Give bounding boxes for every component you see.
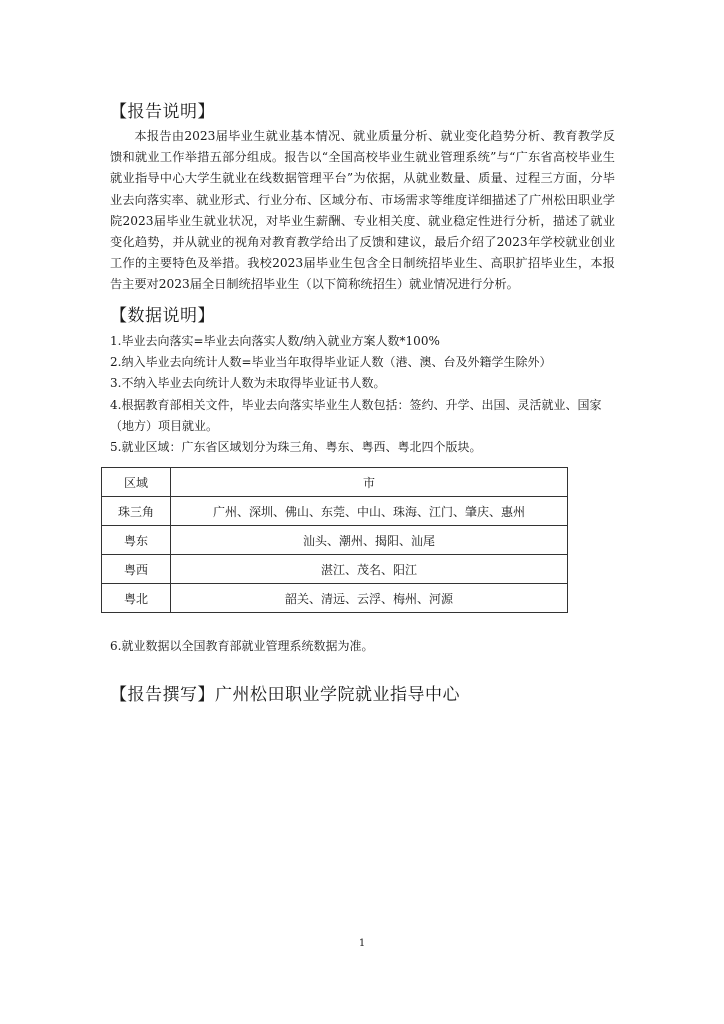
data-note-item: 4.根据教育部相关文件，毕业去向落实毕业生人数包括：签约、升学、出国、灵活就业、国家（地方）项目就业。: [110, 397, 602, 433]
region-table: [101, 467, 568, 613]
cities-cell: 广州、深圳、佛山、东莞、中山、珠海、江门、肇庆、惠州: [171, 497, 568, 526]
table-row: [102, 555, 568, 584]
report-description-paragraph: 本报告由2023届毕业生就业基本情况、就业质量分析、就业变化趋势分析、教育教学反馈和就业工作举措五部分组成。报告以“全国高校毕业生就业管理系统”与“广东省高校毕业生就业指导中心大学生就业在线数据管理平台”为依据，从就业数量、质量、过程三方面，分毕业去向落实率、就业形式、行业分布、区域分布、市场需求等维度详细描述了广州松田职业学院2023届毕业生就业状况，对毕业生薪酬、专业相关度、就业稳定性进行分析，描述了就业变化趋势，并从就业的视角对教育教学给出了反馈和建议，最后介绍了2023年学校就业创业工作的主要特色及举措。我校2023届毕业生包含全日制统招毕业生、高职扩招毕业生，本报告主要对2023届全日制统招毕业生（以下简称统招生）就业情况进行分析。: [110, 129, 615, 292]
data-note-item: 3.不纳入毕业去向统计人数为未取得毕业证书人数。: [110, 376, 386, 391]
region-cell: 粤东: [102, 526, 171, 555]
cities-cell: 湛江、茂名、阳江: [171, 555, 568, 584]
data-notes-list: [110, 331, 620, 458]
table-row: [102, 526, 568, 555]
header-region: 区域: [102, 468, 171, 497]
page-number: 1: [358, 938, 366, 949]
data-note-6: 6.就业数据以全国教育部就业管理系统数据为准。: [110, 639, 374, 653]
region-cell: 粤西: [102, 555, 171, 584]
table-row: [102, 584, 568, 613]
report-author-heading: 【报告撰写】广州松田职业学院就业指导中心: [110, 685, 460, 705]
report-description-heading: 【报告说明】: [110, 102, 215, 122]
header-cities: 市: [171, 468, 568, 497]
cities-cell: 韶关、清远、云浮、梅州、河源: [171, 584, 568, 613]
data-note-item: 1.毕业去向落实=毕业去向落实人数/纳入就业方案人数*100%: [110, 334, 440, 348]
region-cell: 珠三角: [102, 497, 171, 526]
table-row: [102, 497, 568, 526]
region-cell: 粤北: [102, 584, 171, 613]
cities-cell: 汕头、潮州、揭阳、汕尾: [171, 526, 568, 555]
data-description-heading: 【数据说明】: [110, 306, 215, 326]
data-note-item: 2.纳入毕业去向统计人数=毕业当年取得毕业证人数（港、澳、台及外籍学生除外）: [110, 355, 552, 370]
data-note-item: 5.就业区域：广东省区域划分为珠三角、粤东、粤西、粤北四个版块。: [110, 440, 482, 455]
table-header-row: [102, 468, 568, 497]
